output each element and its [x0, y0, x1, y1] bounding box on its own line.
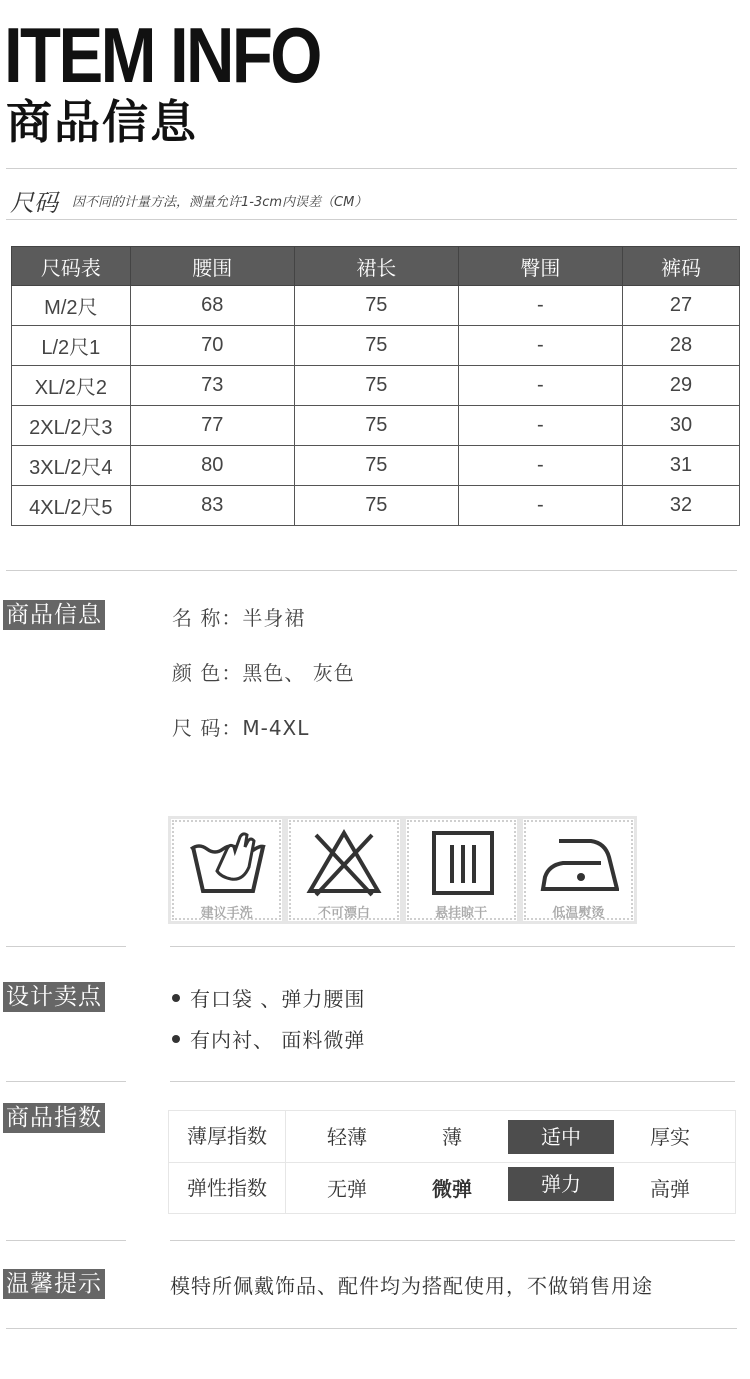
table-cell: 29	[622, 366, 739, 406]
divider	[6, 1328, 737, 1329]
index-table	[168, 1110, 736, 1214]
table-cell: 75	[294, 286, 458, 326]
product-color: 颜 色：黑色、 灰色	[172, 661, 355, 685]
index-option-selected: 弹力	[508, 1167, 614, 1201]
table-cell: 75	[294, 366, 458, 406]
index-row	[169, 1111, 735, 1162]
tips-text: 模特所佩戴饰品、配件均为搭配使用，不做销售用途	[170, 1274, 653, 1298]
table-cell: -	[458, 326, 622, 366]
care-item	[523, 819, 634, 921]
table-row	[12, 486, 740, 526]
divider	[170, 1240, 735, 1241]
index-label: 商品指数	[3, 1103, 105, 1133]
size-label: 尺码	[10, 189, 58, 217]
table-row	[12, 366, 740, 406]
table-cell: -	[458, 406, 622, 446]
table-cell: -	[458, 486, 622, 526]
features-label: 设计卖点	[3, 982, 105, 1012]
title-english: ITEM INFO	[4, 11, 320, 99]
table-cell: -	[458, 366, 622, 406]
table-row	[12, 446, 740, 486]
bullet-icon	[172, 994, 180, 1002]
product-name: 名 称：半身裙	[172, 606, 306, 630]
care-item	[288, 819, 399, 921]
size-table-header: 裙长	[294, 247, 458, 286]
index-option: 厚实	[650, 1125, 690, 1149]
divider	[6, 1081, 126, 1082]
index-option: 微弹	[432, 1177, 472, 1201]
divider	[6, 570, 737, 571]
low-iron-icon	[539, 827, 619, 897]
table-cell: XL/2尺2	[12, 366, 131, 406]
hand-wash-icon	[187, 827, 267, 897]
size-table-header: 腰围	[130, 247, 294, 286]
table-cell: 83	[130, 486, 294, 526]
care-item	[171, 819, 282, 921]
index-row-name: 薄厚指数	[169, 1111, 286, 1162]
size-table	[11, 246, 740, 526]
table-cell: 27	[622, 286, 739, 326]
tips-label: 温馨提示	[3, 1269, 105, 1299]
table-row	[12, 286, 740, 326]
table-cell: 70	[130, 326, 294, 366]
care-caption: 不可漂白	[317, 906, 370, 921]
care-caption: 低温熨烫	[552, 906, 605, 921]
divider	[6, 168, 737, 169]
table-cell: 75	[294, 486, 458, 526]
table-cell: 68	[130, 286, 294, 326]
size-table-header: 裤码	[622, 247, 739, 286]
table-cell: 3XL/2尺4	[12, 446, 131, 486]
hang-dry-icon	[422, 827, 502, 897]
table-cell: 4XL/2尺5	[12, 486, 131, 526]
divider	[6, 946, 126, 947]
table-row	[12, 326, 740, 366]
size-table-header: 尺码表	[12, 247, 131, 286]
no-bleach-icon	[304, 827, 384, 897]
care-caption: 建议手洗	[200, 906, 253, 921]
table-cell: -	[458, 286, 622, 326]
table-cell: 75	[294, 326, 458, 366]
size-table-header-row	[12, 247, 740, 286]
table-row	[12, 406, 740, 446]
table-cell: 80	[130, 446, 294, 486]
feature-item	[172, 983, 365, 1012]
index-option: 薄	[442, 1125, 462, 1149]
divider	[6, 219, 737, 220]
size-table-header: 臀围	[458, 247, 622, 286]
index-option-selected: 适中	[508, 1120, 614, 1154]
index-row	[169, 1162, 735, 1214]
feature-text: 有口袋 、弹力腰围	[190, 987, 366, 1011]
index-option: 高弹	[650, 1177, 690, 1201]
title-chinese: 商品信息	[6, 95, 198, 149]
table-cell: 75	[294, 446, 458, 486]
index-option: 无弹	[327, 1177, 367, 1201]
table-cell: 28	[622, 326, 739, 366]
product-info-label: 商品信息	[3, 600, 105, 630]
size-note: 因不同的计量方法，测量允许1-3cm内误差（CM）	[72, 195, 368, 210]
table-cell: 31	[622, 446, 739, 486]
care-item	[406, 819, 517, 921]
care-caption: 悬挂晾干	[435, 906, 488, 921]
product-size: 尺 码：M-4XL	[172, 716, 310, 740]
divider	[170, 1081, 735, 1082]
divider	[6, 1240, 126, 1241]
table-cell: 75	[294, 406, 458, 446]
care-instructions	[168, 816, 637, 924]
table-cell: 73	[130, 366, 294, 406]
bullet-icon	[172, 1035, 180, 1043]
table-cell: 30	[622, 406, 739, 446]
divider	[170, 946, 735, 947]
table-cell: 2XL/2尺3	[12, 406, 131, 446]
index-option: 轻薄	[327, 1125, 367, 1149]
table-cell: 32	[622, 486, 739, 526]
table-cell: M/2尺	[12, 286, 131, 326]
index-row-name: 弹性指数	[169, 1163, 286, 1214]
feature-text: 有内衬、 面料微弹	[190, 1028, 366, 1052]
feature-item	[172, 1024, 365, 1053]
table-cell: 77	[130, 406, 294, 446]
table-cell: L/2尺1	[12, 326, 131, 366]
table-cell: -	[458, 446, 622, 486]
